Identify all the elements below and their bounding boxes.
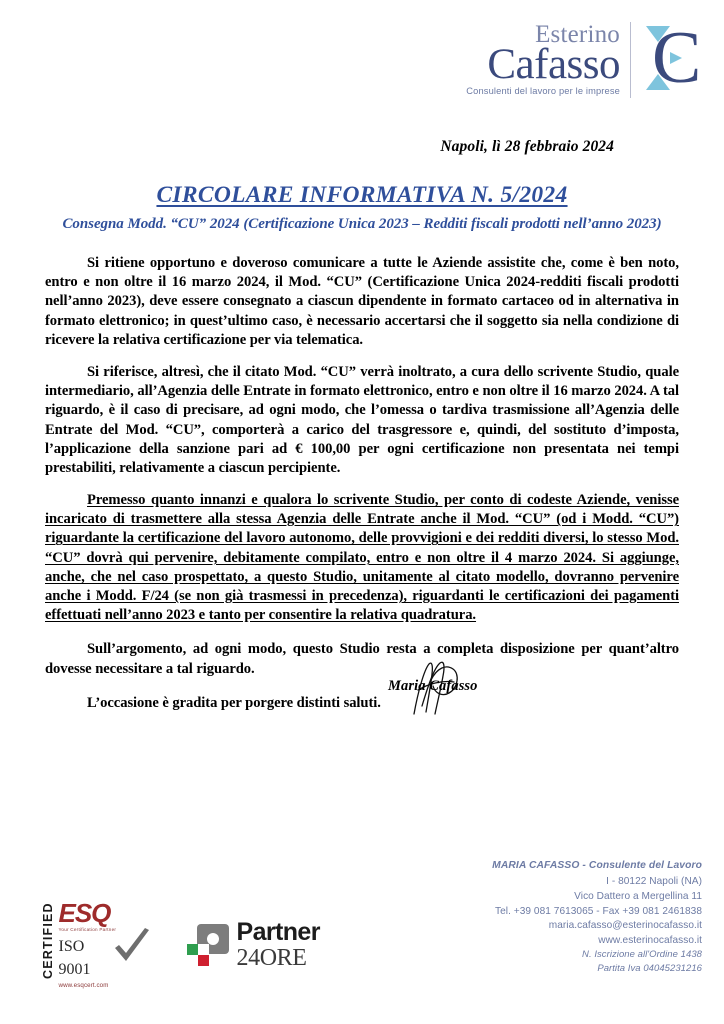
contact-address-line2: Vico Dattero a Mergellina 11 <box>574 890 702 902</box>
footer-contact-info <box>422 860 702 976</box>
logo-wrap <box>412 18 702 98</box>
esq-iso-number-line2: 9001 <box>58 961 91 979</box>
signature-name: Maria Cafasso <box>388 678 478 694</box>
contact-address-line1: I - 80122 Napoli (NA) <box>606 876 702 888</box>
logo-first-name: Esterino <box>535 21 620 48</box>
partner-word: Partner <box>236 918 320 946</box>
company-logo-header <box>412 18 702 118</box>
paragraph-1: Si ritiene opportuno e doveroso comunicare a tutte le Aziende assistite che, come è ben noto, entro e non oltre il 16 marzo 2024, il Mod. “CU” (Certificazione Unica 2024-redditi fiscali prodotti nell’anno 2023), deve essere consegnato a ciascun dipendente in formato cartaceo od in alternativa in formato elettronico; in quest’ultimo caso, è necessario accertarsi che il soggetto sia nella condizione di ricevere la relativa certificazione per via telematica. <box>45 255 679 348</box>
checkmark-icon <box>111 928 153 970</box>
paragraph-2: Si riferisce, altresì, che il citato Mod. “CU” verrà inoltrato, a cura dello scrivente Studio, quale intermediario, all’Agenzia delle Entrate in formato elettronico, entro e non oltre il 16 marzo 2024. A tal riguardo, è il caso di precisare, ad ogni modo, che l’omessa o tardiva trasmissione all’Agenzia delle Entrate del Mod. “CU”, comporterà a carico del trasgressore e, quindi, del sostituto d’imposta, l’applicazione della sanzione pari ad € 100,00 per ogni certificazione non presentata nei tempi prestabiliti, relativamente a ciascun percipiente. <box>45 363 679 476</box>
esq-certified-label: CERTIFIED <box>41 902 55 980</box>
paragraph-4: Sull’argomento, ad ogni modo, questo Studio resta a completa disposizione per quant’altro dovesse necessitare a tal riguardo. <box>45 641 679 677</box>
paragraph-5-closing: L’occasione è gradita per porgere distinti saluti. <box>87 694 381 711</box>
partner-24ore-mark-icon <box>187 924 229 966</box>
page-title: CIRCOLARE INFORMATIVA N. 5/2024 <box>156 182 568 208</box>
esq-iso-certification-badge <box>40 898 151 989</box>
logo-text-block <box>466 18 630 96</box>
contact-email[interactable]: maria.cafasso@esterinocafasso.it <box>548 920 702 932</box>
esq-logo-subtitle: Your Certification Partner <box>58 927 117 932</box>
contact-vat-number: Partita Iva 04045231216 <box>597 963 702 975</box>
signature-block <box>382 663 572 715</box>
esq-badge-body <box>55 898 151 989</box>
contact-registration-number: N. Iscrizione all'Ordine 1438 <box>582 949 702 961</box>
contact-website[interactable]: www.esterinocafasso.it <box>598 934 702 946</box>
logo-divider <box>630 22 631 98</box>
esq-logo-text: ESQ <box>58 898 111 928</box>
esq-iso-number-line1: ISO <box>58 938 85 955</box>
page-subtitle: Consegna Modd. “CU” 2024 (Certificazione Unica 2023 – Redditi fiscali prodotti nell’anno 2023) <box>62 216 662 232</box>
logo-monogram-c-icon <box>640 18 702 98</box>
document-body <box>45 254 679 713</box>
contact-phone-fax: Tel. +39 081 7613065 - Fax +39 081 2461838 <box>495 905 702 917</box>
footer-badges <box>40 898 320 989</box>
svg-text:C: C <box>652 18 702 98</box>
paragraph-3-highlighted: Premesso quanto innanzi e qualora lo scrivente Studio, per conto di codeste Aziende, venisse incaricato di trasmettere alla stessa Agenzia delle Entrate anche il Mod. “CU” (od i Modd. “CU”) riguardante la certificazione del lavoro autonomo, delle provvigioni e dei redditi diversi, lo stesso Mod. “CU” dovrà qui pervenire, debitamente compilato, entro e non oltre il 4 marzo 2024. Si aggiunge, anche, che nel caso prospettato, a questo Studio, unitamente al citato modello, dovranno pervenire anche i Modd. F/24 (se non già trasmessi in precedenza), riguardanti le certificazioni dei pagamenti effettuati nell’anno 2023 e tanto per consentire la relativa quadratura. <box>45 492 679 624</box>
dateline: Napoli, lì 28 febbraio 2024 <box>440 138 614 155</box>
partner-24ore-logo <box>187 920 320 970</box>
contact-name: MARIA CAFASSO - Consulente del Lavoro <box>492 860 702 872</box>
logo-tagline: Consulenti del lavoro per le imprese <box>466 86 620 97</box>
partner-number: 24ORE <box>236 945 307 971</box>
esq-url: www.esqcert.com <box>58 981 109 989</box>
logo-last-name: Cafasso <box>487 41 620 88</box>
partner-24ore-text <box>237 920 320 970</box>
